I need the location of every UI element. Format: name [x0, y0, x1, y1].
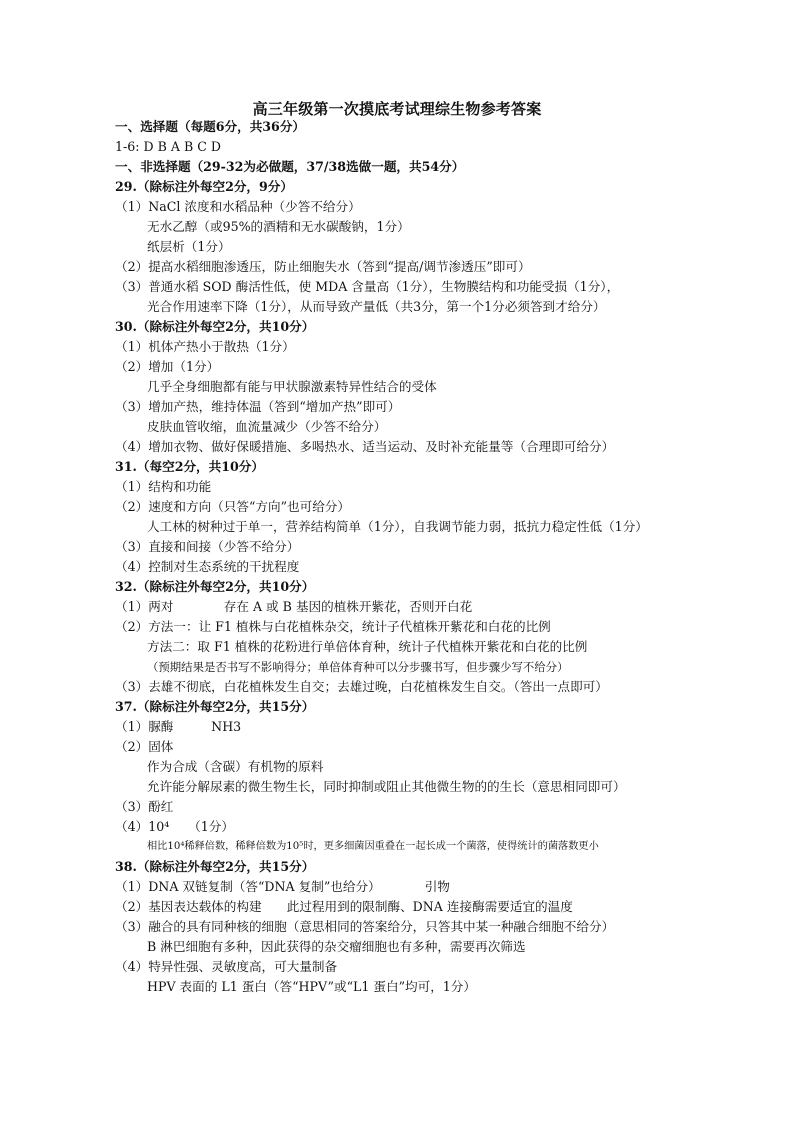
- answer-line: （3）酚红: [115, 799, 174, 814]
- section-heading: 一、选择题（每题6分，共36分）: [115, 119, 306, 134]
- answer-line: （1）DNA 双链复制（答“DNA 复制”也给分） 引物: [115, 879, 450, 894]
- answer-line: （1）两对 存在 A 或 B 基因的植株开紫花，否则开白花: [115, 599, 473, 614]
- answer-line: （3）融合的具有同种核的细胞（意思相同的答案给分，只答其中某一种融合细胞不给分）: [115, 919, 615, 934]
- answer-line: （1）结构和功能: [115, 479, 212, 494]
- answer-line: （3）去雄不彻底，白花植株发生自交；去雄过晚，白花植株发生自交。（答出一点即可）: [115, 679, 608, 694]
- answer-line: HPV 表面的 L1 蛋白（答“HPV”或“L1 蛋白”均可，1分）: [147, 979, 476, 994]
- section-heading: 一、非选择题（29-32为必做题，37/38选做一题，共54分）: [115, 159, 465, 174]
- question-heading-32: 32.（除标注外每空2分，共10分）: [115, 579, 315, 594]
- answer-line: （2）基因表达载体的构建 此过程用到的限制酶、DNA 连接酶需要适宜的温度: [115, 899, 573, 914]
- answer-line: 光合作用速率下降（1分），从而导致产量低（共3分，第一个1分必须答到才给分）: [147, 299, 606, 314]
- choice-answers: 1-6: D B A B C D: [115, 139, 221, 154]
- question-heading-38: 38.（除标注外每空2分，共15分）: [115, 859, 315, 874]
- answer-line: 皮肤血管收缩，血流量减少（少答不给分）: [147, 419, 387, 434]
- answer-line: 允许能分解尿素的微生物生长，同时抑制或阻止其他微生物的的生长（意思相同即可）: [147, 779, 626, 794]
- answer-line: （2）方法一：让 F1 植株与白花植株杂交，统计子代植株开紫花和白花的比例: [115, 619, 551, 634]
- answer-line: （1）NaCl 浓度和水稻品种（少答不给分）: [115, 199, 361, 214]
- answer-line: 无水乙醇（或95%的酒精和无水碳酸钠，1分）: [147, 219, 410, 234]
- answer-line: （3）普通水稻 SOD 酶活性低，使 MDA 含量高（1分），生物膜结构和功能受损（1分），: [115, 279, 620, 294]
- answer-line: （3）增加产热，维持体温（答到“增加产热”即可）: [115, 399, 401, 414]
- answer-line: （2）固体: [115, 739, 174, 754]
- answer-line: （3）直接和间接（少答不给分）: [115, 539, 300, 554]
- answer-line: 作为合成（含碳）有机物的原料: [147, 759, 324, 774]
- answer-line: 相比10⁴稀释倍数，稀释倍数为10⁵时，更多细菌因重叠在一起长成一个菌落，使得统计的菌落数更小: [147, 841, 599, 852]
- answer-line: （2）速度和方向（只答“方向”也可给分）: [115, 499, 350, 514]
- answer-line: （1）脲酶 NH3: [115, 719, 242, 734]
- answer-line: （2）提高水稻细胞渗透压，防止细胞失水（答到“提高/调节渗透压”即可）: [115, 259, 531, 274]
- question-heading-29: 29.（除标注外每空2分，9分）: [115, 179, 293, 194]
- question-heading-37: 37.（除标注外每空2分，共15分）: [115, 699, 315, 714]
- answer-line: （4）10⁴ （1分）: [115, 819, 234, 834]
- answer-line: 方法二：取 F1 植株的花粉进行单倍体育种，统计子代植株开紫花和白花的比例: [147, 639, 588, 654]
- answer-line: （4）特异性强、灵敏度高，可大量制备: [115, 959, 338, 974]
- answer-line: （4）增加衣物、做好保暖措施、多喝热水、适当运动、及时补充能量等（合理即可给分）: [115, 439, 615, 454]
- answer-line: 纸层析（1分）: [147, 239, 231, 254]
- grading-note: （预期结果是否书写不影响得分；单倍体育种可以分步骤书写，但步骤少写不给分）: [147, 660, 569, 674]
- answer-line: （1）机体产热小于散热（1分）: [115, 339, 295, 354]
- answer-line: （4）控制对生态系统的干扰程度: [115, 559, 300, 574]
- page-title: 高三年级第一次摸底考试理综生物参考答案: [252, 100, 542, 118]
- answer-line: 人工林的树种过于单一，营养结构简单（1分），自我调节能力弱，抵抗力稳定性低（1分）: [147, 519, 648, 534]
- answer-line: （2）增加（1分）: [115, 359, 220, 374]
- question-heading-30: 30.（除标注外每空2分，共10分）: [115, 319, 315, 334]
- answer-line: 几乎全身细胞都有能与甲状腺激素特异性结合的受体: [147, 379, 437, 394]
- question-heading-31: 31.（每空2分，共10分）: [115, 459, 264, 474]
- answer-line: B 淋巴细胞有多种，因此获得的杂交瘤细胞也有多种，需要再次筛选: [147, 939, 526, 954]
